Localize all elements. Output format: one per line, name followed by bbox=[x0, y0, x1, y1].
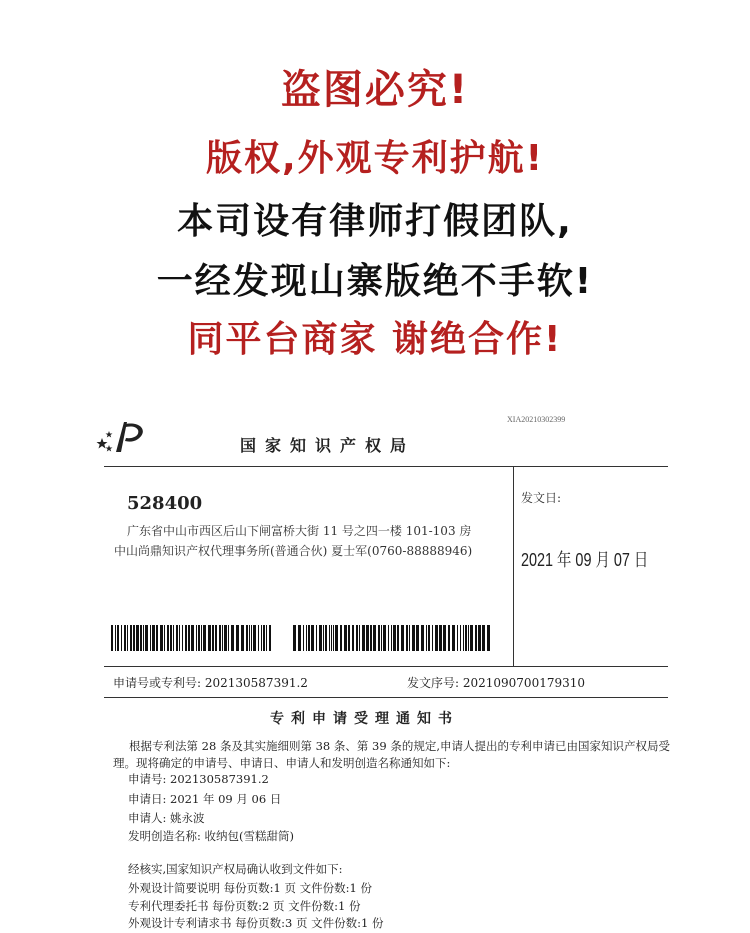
field-invention-name: 发明创造名称: 收纳包(雪糕甜筒) bbox=[128, 829, 295, 843]
divider-bottom bbox=[104, 697, 668, 698]
send-date: 2021 年 09 月 07 日 bbox=[521, 550, 649, 570]
address-line-1: 广东省中山市西区后山下闸富桥大街 11 号之四一楼 101-103 房 bbox=[127, 524, 472, 538]
document-code: XIA20210302399 bbox=[507, 415, 566, 424]
divider-middle bbox=[104, 666, 668, 667]
divider-vertical bbox=[513, 466, 514, 666]
postcode: 528400 bbox=[127, 493, 203, 514]
divider-top bbox=[104, 466, 668, 467]
notice-title: 专利申请受理通知书 bbox=[270, 711, 459, 727]
serial-number: 发文序号: 2021090700179310 bbox=[407, 676, 586, 690]
field-application-date: 申请日: 2021 年 09 月 06 日 bbox=[128, 792, 282, 806]
address-line-2: 中山尚鼎知识产权代理事务所(普通合伙) 夏士军(0760-88888946) bbox=[114, 544, 473, 558]
notice-paragraph: 根据专利法第 28 条及其实施细则第 38 条、第 39 条的规定,申请人提出的专利申请已由国家知识产权局受理。现将确定的申请号、申请日、申请人和发明创造名称通知如下: bbox=[113, 739, 670, 770]
office-name: 国家知识产权局 bbox=[240, 436, 416, 455]
document-item: 外观设计专利请求书 每份页数:3 页 文件份数:1 份 bbox=[128, 916, 384, 930]
banner-line-1: 盗图必究! bbox=[280, 67, 470, 113]
confirm-text: 经核实,国家知识产权局确认收到文件如下: bbox=[128, 862, 343, 876]
document-item: 外观设计简要说明 每份页数:1 页 文件份数:1 份 bbox=[128, 881, 373, 895]
send-date-label: 发文日: bbox=[521, 491, 562, 505]
barcode-right bbox=[293, 625, 490, 651]
field-applicant: 申请人: 姚永波 bbox=[128, 811, 205, 825]
banner-line-4: 一经发现山寨版绝不手软! bbox=[156, 261, 594, 302]
document-item: 专利代理委托书 每份页数:2 页 文件份数:1 份 bbox=[128, 899, 361, 913]
barcode-left bbox=[111, 625, 272, 651]
field-application-number: 申请号: 202130587391.2 bbox=[128, 772, 269, 786]
banner-line-3: 本司设有律师打假团队, bbox=[177, 201, 573, 242]
application-number: 申请号或专利号: 202130587391.2 bbox=[113, 676, 308, 690]
banner-line-2: 版权,外观专利护航! bbox=[205, 138, 545, 179]
cnipa-logo-icon bbox=[96, 418, 150, 456]
banner-line-5: 同平台商家 谢绝合作! bbox=[187, 319, 563, 360]
